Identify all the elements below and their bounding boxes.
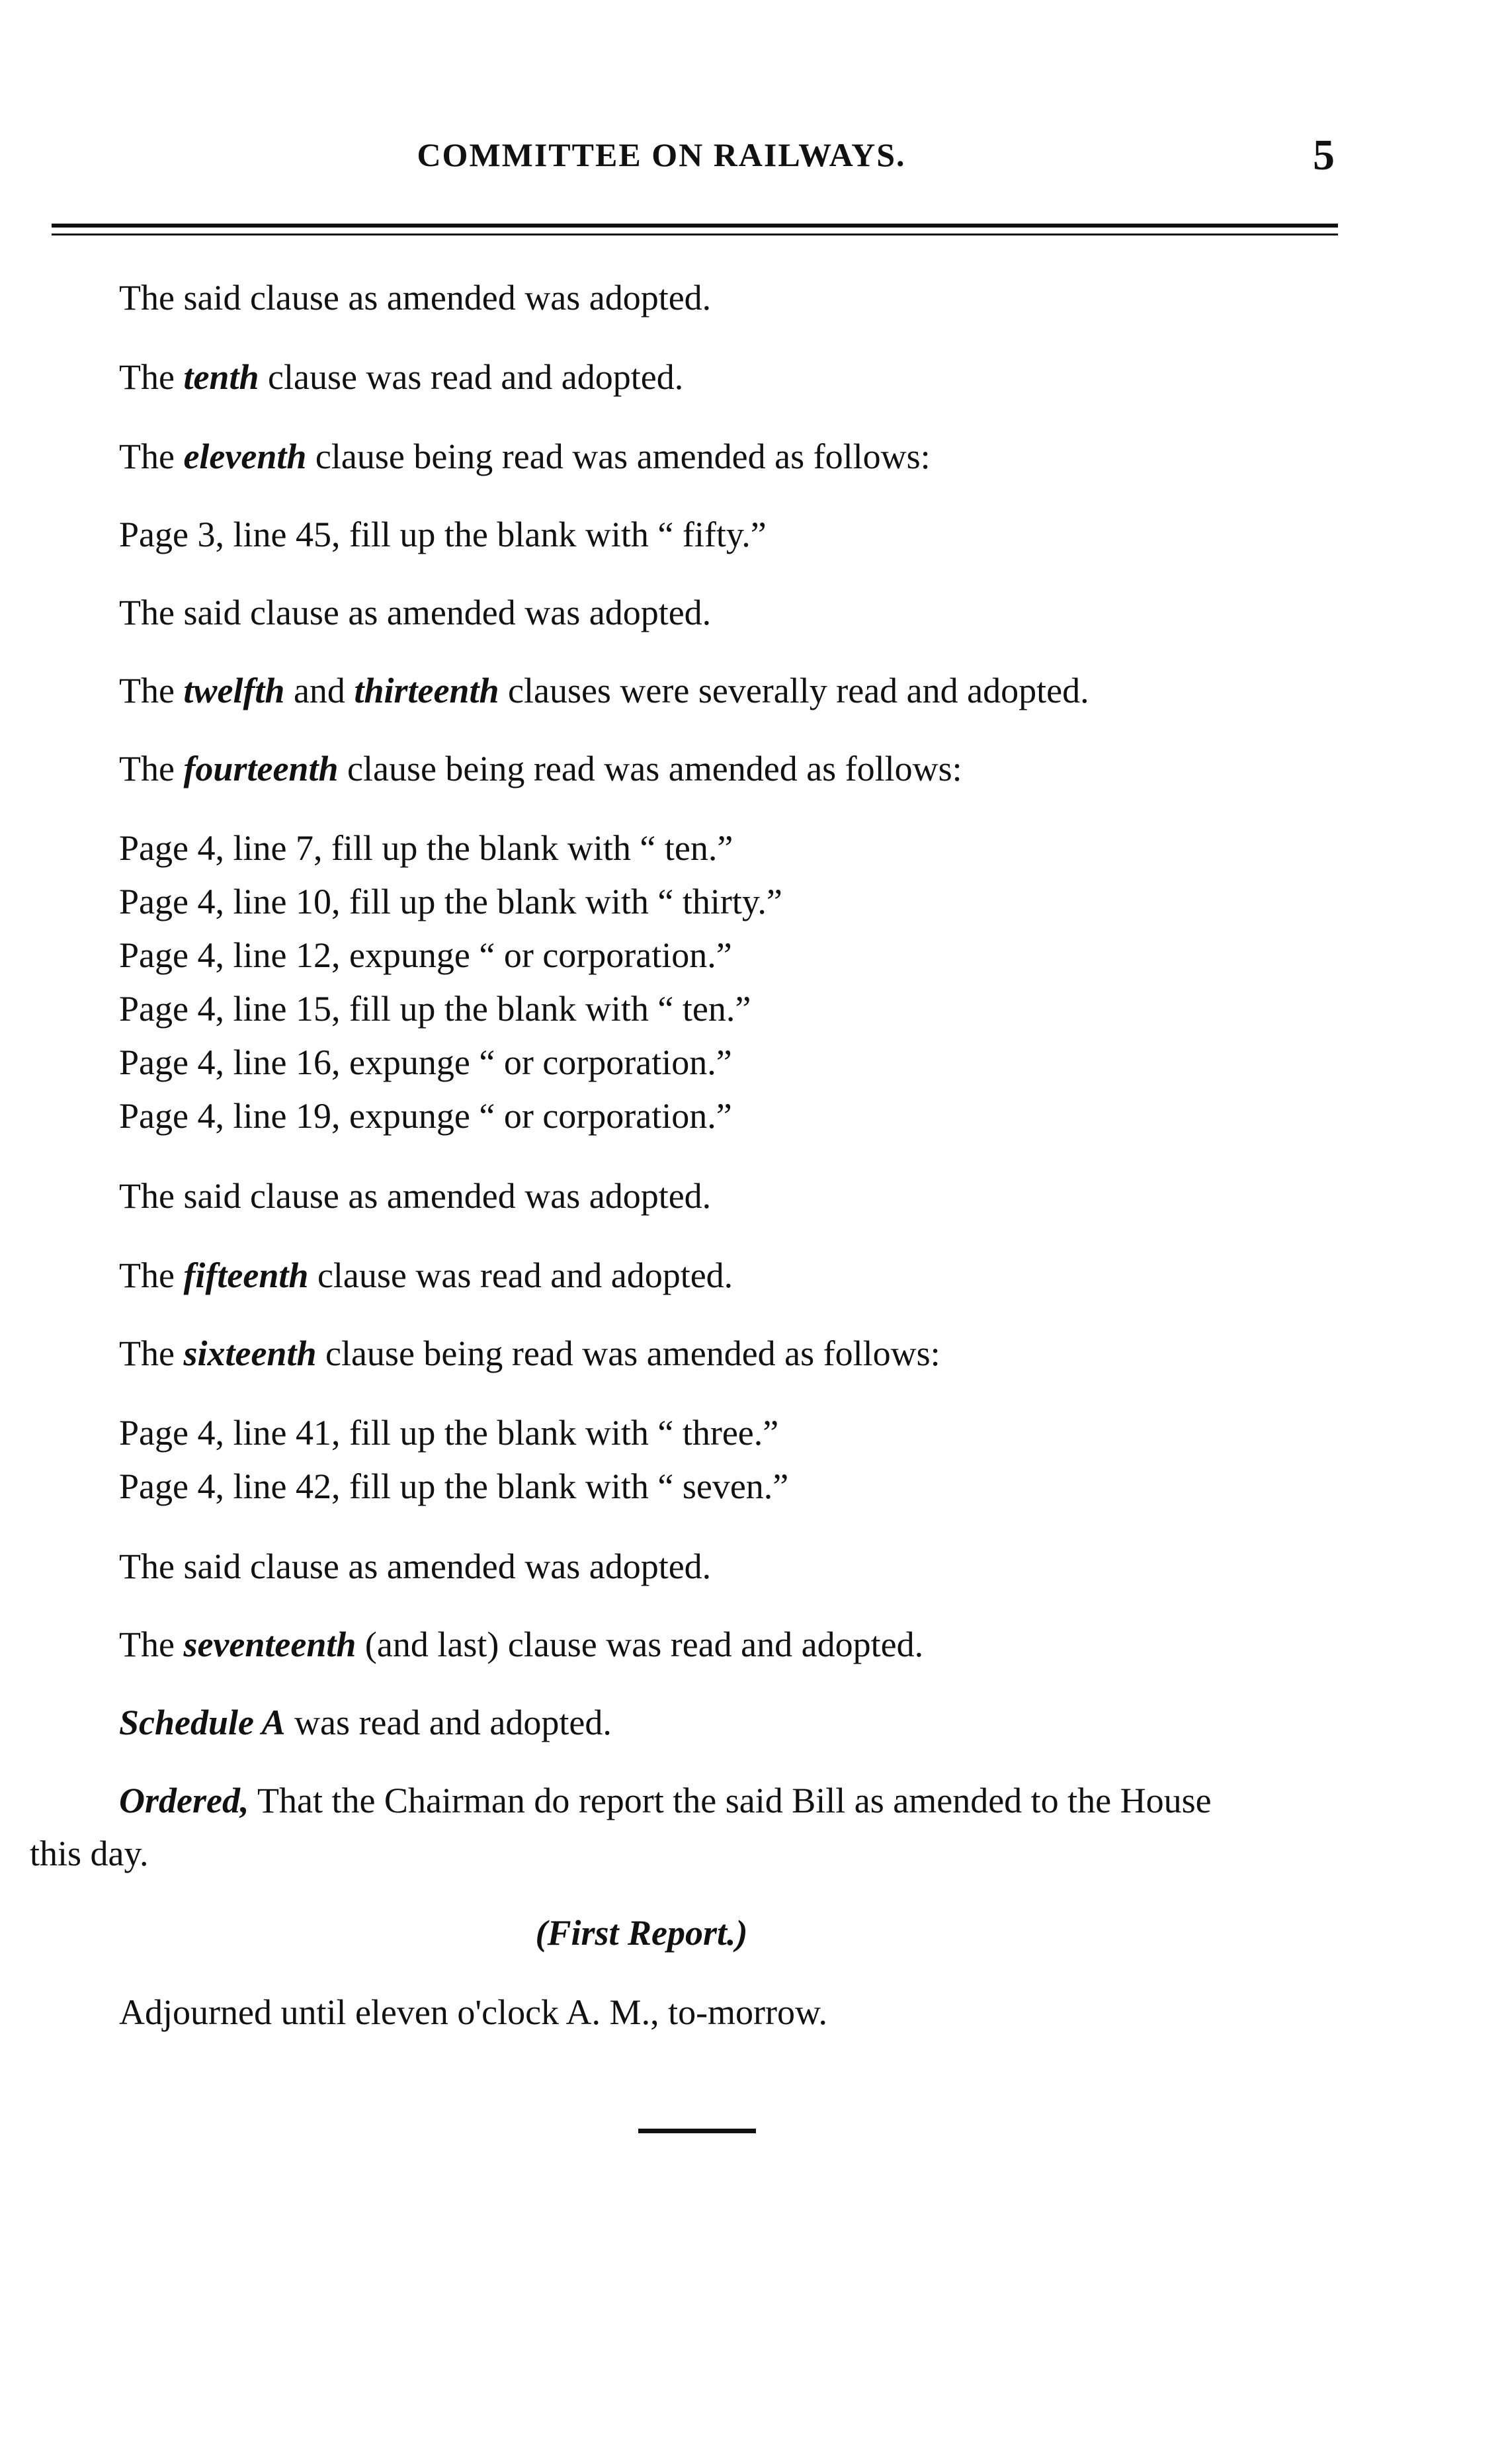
report-note: (First Report.) [535,1913,748,1953]
paragraph: Adjourned until eleven o'clock A. M., to-morrow. [119,1992,828,2032]
order-paragraph: Ordered, That the Chairman do report the said Bill as amended to the House this day. [30,1781,1212,1873]
paragraph: The said clause as amended was adopted. [119,1176,712,1216]
running-head [0,131,1502,182]
page-title: COMMITTEE ON RAILWAYS. [417,136,906,173]
amendment-line: Page 4, line 19, expunge “ or corporation.” [119,1096,732,1136]
paragraph: The twelfth and thirteenth clauses were severally read and adopted. [119,671,1089,710]
amendment-line: Page 4, line 42, fill up the blank with “ seven.” [119,1466,789,1506]
header-rule-thick [52,224,1338,228]
amendment-line: Page 4, line 7, fill up the blank with “ ten.” [119,828,733,868]
amendment-line: Page 4, line 16, expunge “ or corporation.” [119,1042,732,1082]
document-body [30,271,1349,2039]
paragraph: The eleventh clause being read was amended as follows: [119,437,931,476]
paragraph: The said clause as amended was adopted. [119,593,712,632]
paragraph: The fifteenth clause was read and adopted. [119,1255,733,1295]
amendment-line: Page 4, line 12, expunge “ or corporation.” [119,935,732,975]
amendment-list [119,1406,1349,1513]
paragraph: The tenth clause was read and adopted. [119,357,684,397]
amendment-line: Page 4, line 10, fill up the blank with “ thirty.” [119,882,782,921]
paragraph: The said clause as amended was adopted. [119,278,712,318]
amendment-line: Page 3, line 45, fill up the blank with “ fifty.” [119,515,767,554]
amendment-list [119,822,1349,1143]
paragraph: Schedule A was read and adopted. [119,1703,612,1742]
paragraph: The fourteenth clause being read was amended as follows: [119,749,962,788]
amendment-line: Page 4, line 15, fill up the blank with “ ten.” [119,989,751,1029]
header-rule-thin [52,234,1338,235]
end-rule [638,2129,756,2133]
page-number: 5 [1313,131,1335,179]
paragraph: The sixteenth clause being read was amended as follows: [119,1334,940,1373]
paragraph: The seventeenth (and last) clause was read and adopted. [119,1625,924,1664]
amendment-line: Page 4, line 41, fill up the blank with “ three.” [119,1413,779,1453]
paragraph: The said clause as amended was adopted. [119,1547,712,1586]
